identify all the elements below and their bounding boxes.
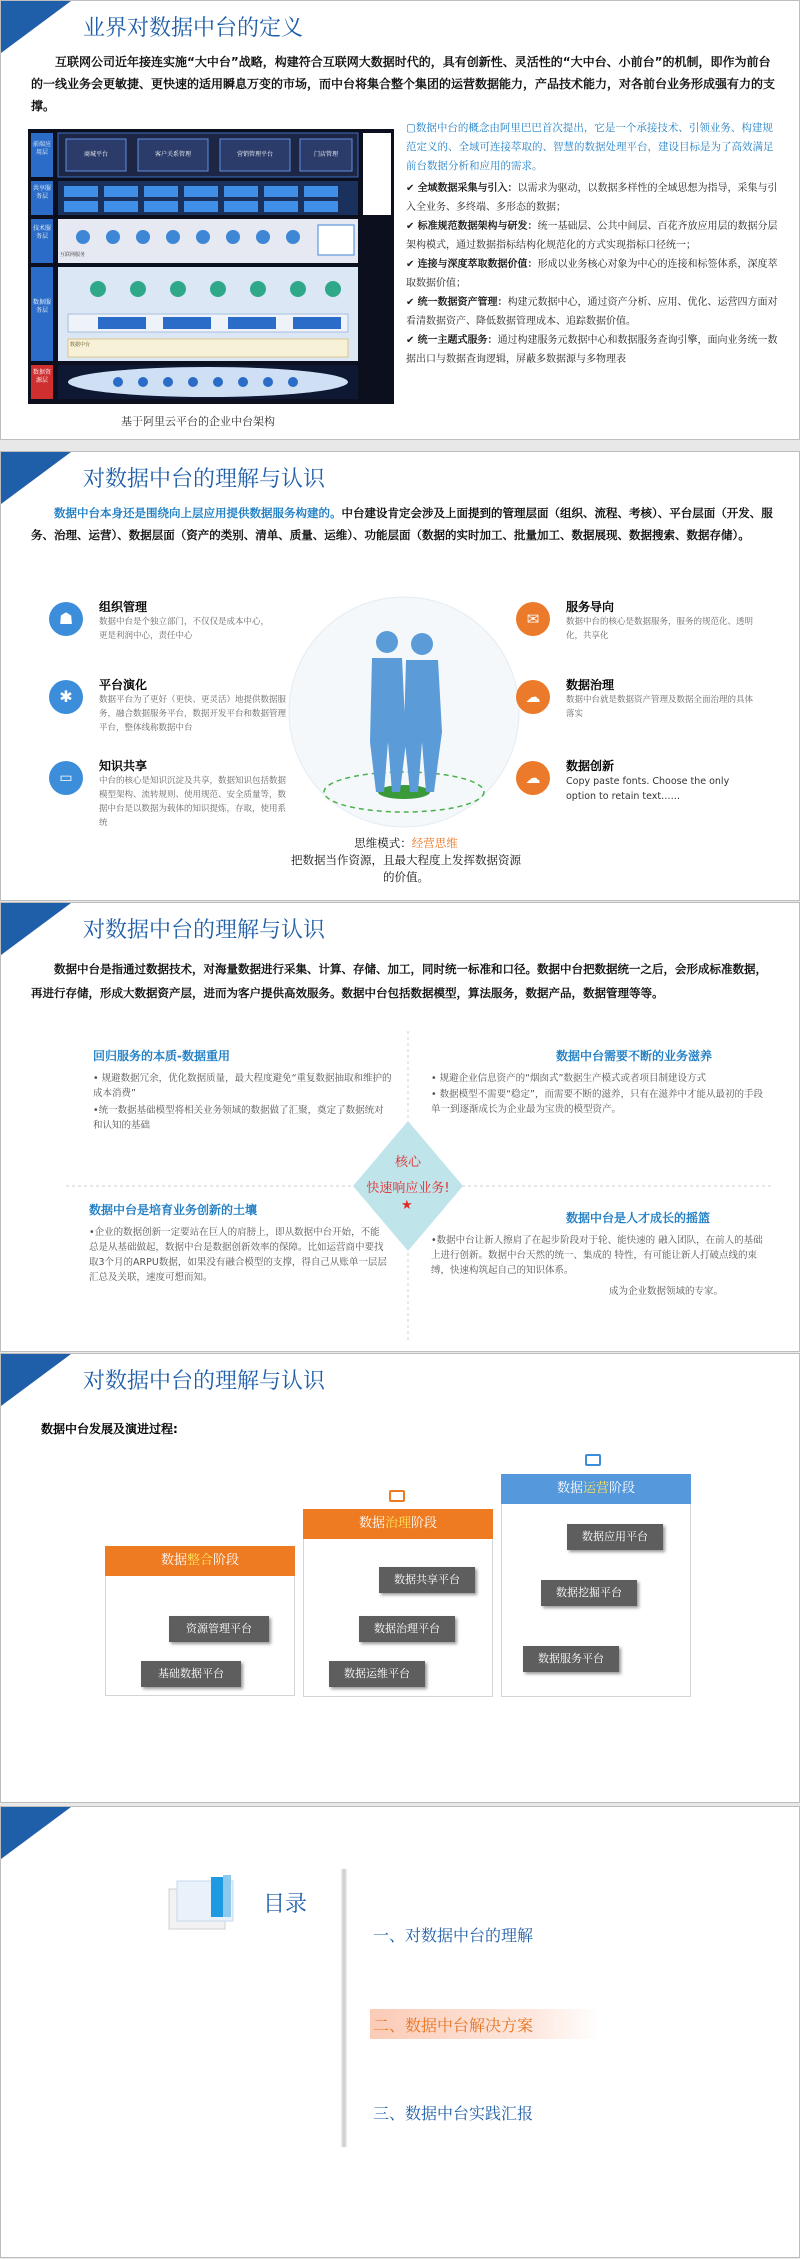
diagram-box-label: 互联网服务 (60, 252, 86, 258)
cloud-upload-icon: ☁ (516, 761, 550, 795)
platform-box: 基础数据平台 (141, 1661, 241, 1687)
slide-evolution (0, 1353, 800, 1803)
feature-desc: 数据平台为了更好（更快、更灵活）地提供数据服务，融合数据服务平台，数据开发平台和数据管理平台，整体线称数据中台 (99, 695, 287, 733)
slide-understanding-1 (0, 451, 800, 901)
monitor-icon: ▭ (49, 761, 83, 795)
feature-platform-evolution (49, 676, 299, 735)
thinking-desc: 把数据当作资源，且最大程度上发挥数据资源的价值。 (291, 853, 521, 884)
feature-title: 平台演化 (99, 678, 148, 692)
bullet-item: ✔ 全域数据采集与引入：以需求为驱动，以数据多样性的全域思想为指导，采集与引入全业务、多终端、多形态的数据； (406, 183, 778, 213)
quadrant-text: 成为企业数据领域的专家。 (609, 1286, 724, 1297)
pc-icon (585, 1454, 601, 1466)
slide-definition (0, 0, 800, 440)
diagram-row-label: 技术服务层 (32, 225, 51, 240)
platform-box: 数据运维平台 (329, 1661, 425, 1687)
quadrant-text: • 规避数据冗余，优化数据质量，最大程度避免“重复数据抽取和维护的成本消费” (93, 1073, 392, 1099)
intro-paragraph: 互联网公司近年接连实施“大中台”战略，构建符合互联网大数据时代的，具有创新性、灵活性的“大中台、小前台”的机制，即作为前台的一线业务会更敏捷、更快速的适用瞬息万变的市场，而中台将集合整个集团的运营数据能力，产品技术能力，对各前台业务形成强有力的支撑。 (31, 55, 776, 113)
intro-paragraph: 数据中台本身还是围绕向上层应用提供数据服务构建的。中台建设肯定会涉及上面提到的管理层面（组织、流程、考核）、平台层面（开发、服务、治理、运营）、数据层面（资产的类别、清单、质量、运维）、功能层面（数据的实时加工、批量加工、数据展现、数据搜索、数据存储）。 (31, 506, 773, 542)
core-label: 核心 (394, 1155, 421, 1170)
diagram-row-label: 数据资源层 (32, 369, 51, 384)
slide-toc (0, 1806, 800, 2258)
toc-item-active[interactable]: 二、数据中台解决方案 (373, 2016, 534, 2035)
diagram-row-label: 共享服务层 (32, 185, 51, 200)
pc-icon (389, 1490, 405, 1502)
platform-box: 资源管理平台 (169, 1616, 269, 1642)
feature-knowledge-sharing (49, 757, 299, 830)
bullet-item: ✔ 连接与深度萃取数据价值：形成以业务核心对象为中心的连接和标签体系，深度萃取数据价值； (406, 259, 778, 289)
bullet-item: ✔ 统一数据资产管理：构建元数据中心，通过资产分析、应用、优化、运营四方面对看清数据资产、降低数据管理成本、追踪数据价值。 (406, 297, 778, 327)
diagram-box-label: 门店管理 (313, 151, 338, 158)
quadrant-title: 数据中台是培育业务创新的土壤 (89, 1203, 258, 1217)
intro-paragraph: 数据中台是指通过数据技术，对海量数据进行采集、计算、存储、加工，同时统一标准和口径。数据中台把数据统一之后，会形成标准数据，再进行存储，形成大数据资产层，进而为客户提供高效服务。数据中台包括数据模型，算法服务，数据产品，数据管理等等。 (31, 962, 767, 1000)
diagram-row-label: 前端应用层 (32, 141, 51, 156)
center-illustration (284, 592, 524, 832)
bullet-item: ✔ 标准规范数据架构与研发：统一基础层、公共中间层、百花齐放应用层的数据分层架构模式，通过数据指标结构化规范化的方式实现指标口径统一； (406, 221, 778, 251)
toc-item[interactable]: 三、数据中台实践汇报 (373, 2104, 534, 2123)
corner-decoration (1, 1354, 71, 1406)
definition-bullets (406, 179, 781, 369)
slide-title: 对数据中台的理解与认识 (83, 467, 326, 492)
quadrant-text: •数据中台让新人擦肩了在起步阶段对于轮、能快速的 融入团队，在前人的基础上进行创新。数据中台天然的统一、集成的 特性，有可能让新人打破点线的束缚，快速构筑起自己的知识体系。 (431, 1235, 763, 1276)
feature-desc: Copy paste fonts. Choose the only option to retain text…… (566, 776, 730, 802)
thinking-label: 思维模式： (354, 836, 412, 850)
chat-icon: ✉ (516, 602, 550, 636)
feature-service-oriented (516, 598, 786, 643)
quadrant-text: •企业的数据创新一定要站在巨人的肩膀上，即从数据中台开始，不能总是从基础做起，数据中台是数据创新效率的保障。比如运营商中要找取3个月的ARPU数据，如果没有融合模型的支撑，得自己从账单一层层汇总及关联，速度可想而知。 (89, 1227, 387, 1283)
quadrant-text: • 数据模型不需要“稳定”，而需要不断的滋养，只有在滋养中才能从最初的手段单一到逐渐成长为企业最为宝贵的模型资产。 (431, 1089, 763, 1115)
platform-box: 数据挖掘平台 (541, 1580, 637, 1606)
corner-decoration (1, 452, 71, 504)
feature-organization (49, 598, 299, 643)
feature-desc: 中台的核心是知识沉淀及共享，数据知识包括数据模型架构、流转规则、使用规范、安全质量等，数据中台是以数据为载体的知识提炼，存取，使用系统 (99, 776, 287, 828)
definition-lead: ▢数据中台的概念由阿里巴巴首次提出，它是一个承接技术、引领业务、构建规范定义的、全域可连接萃取的、智慧的数据处理平台，建设目标是为了高效满足前台数据分析和应用的需求。 (406, 122, 774, 172)
slide-title: 对数据中台的理解与认识 (83, 918, 326, 943)
network-icon: ✱ (49, 680, 83, 714)
thinking-mode (286, 835, 526, 886)
quadrant-text: •统一数据基础模型将相关业务领域的数据做了汇聚，奠定了数据统对和认知的基础 (93, 1105, 384, 1131)
platform-box: 数据服务平台 (523, 1646, 619, 1672)
cloud-icon: ☁ (516, 680, 550, 714)
evolution-subtitle: 数据中台发展及演进过程: (41, 1422, 178, 1436)
corner-decoration (1, 1, 71, 53)
core-subtitle: 快速响应业务! (366, 1181, 450, 1196)
slide-title: 业界对数据中台的定义 (83, 16, 304, 41)
diagram-box-label: 营销管理平台 (236, 151, 273, 158)
corner-decoration (1, 903, 71, 955)
quadrant-text: • 规避企业信息资产的“烟囱式”数据生产模式或者项目制建设方式 (431, 1073, 706, 1084)
stage-header: 数据治理阶段 (303, 1509, 493, 1539)
feature-title: 服务导向 (566, 600, 615, 614)
feature-desc: 数据中台就是数据资产管理及数据全面治理的具体落实 (566, 695, 754, 719)
book-icon (161, 1871, 251, 1941)
stage-header: 数据整合阶段 (105, 1546, 295, 1576)
platform-box: 数据应用平台 (567, 1524, 663, 1550)
architecture-svg (28, 129, 394, 404)
diagram-row-label: 数据服务层 (32, 299, 51, 314)
quadrant-title: 数据中台需要不断的业务滋养 (556, 1049, 713, 1063)
definition-lead-text: 数据中台的概念由阿里巴巴首次提出，它是一个承接技术、引领业务、构建规范定义的、全域可连接萃取的、智慧的数据处理平台，建设目标是为了高效满足前台数据分析和应用的需求。 (406, 122, 774, 172)
platform-box: 数据共享平台 (379, 1567, 475, 1593)
toc-item[interactable]: 一、对数据中台的理解 (373, 1926, 534, 1945)
diagram-box-label: 数据中台 (70, 342, 91, 348)
feature-data-innovation (516, 757, 786, 804)
feature-title: 数据治理 (566, 678, 615, 692)
diagram-caption: 基于阿里云平台的企业中台架构 (121, 415, 275, 428)
architecture-diagram (28, 129, 394, 404)
bullet-item: ✔ 统一主题式服务：通过构建服务元数据中心和数据服务查询引擎，面向业务统一数据出口与数据查询逻辑，屏蔽多数据源与多物理表 (406, 335, 778, 365)
corner-decoration (1, 1807, 71, 1859)
slide-title: 对数据中台的理解与认识 (83, 1369, 326, 1394)
feature-title: 组织管理 (99, 600, 148, 614)
star-icon: ★ (401, 1198, 413, 1213)
quadrant-title: 数据中台是人才成长的摇篮 (566, 1211, 711, 1225)
quadrant-title: 回归服务的本质-数据重用 (93, 1049, 230, 1063)
feature-data-governance (516, 676, 786, 721)
feature-title: 知识共享 (99, 759, 148, 773)
toc-divider (341, 1869, 347, 2147)
feature-desc: 数据中台是个独立部门，不仅仅是成本中心，更是利润中心，责任中心 (99, 617, 270, 641)
toc-label: 目录 (263, 1892, 308, 1917)
stage-header: 数据运营阶段 (501, 1474, 691, 1504)
people-icon: ☗ (49, 602, 83, 636)
platform-box: 数据治理平台 (359, 1616, 455, 1642)
diagram-box-label: 商城平台 (83, 151, 108, 158)
diagram-box-label: 客户关系管理 (154, 151, 191, 158)
slide-understanding-2 (0, 902, 800, 1352)
feature-title: 数据创新 (566, 759, 615, 773)
feature-desc: 数据中台的核心是数据服务，服务的规范化、透明化，共享化 (566, 617, 754, 641)
thinking-value: 经营思维 (411, 836, 458, 850)
